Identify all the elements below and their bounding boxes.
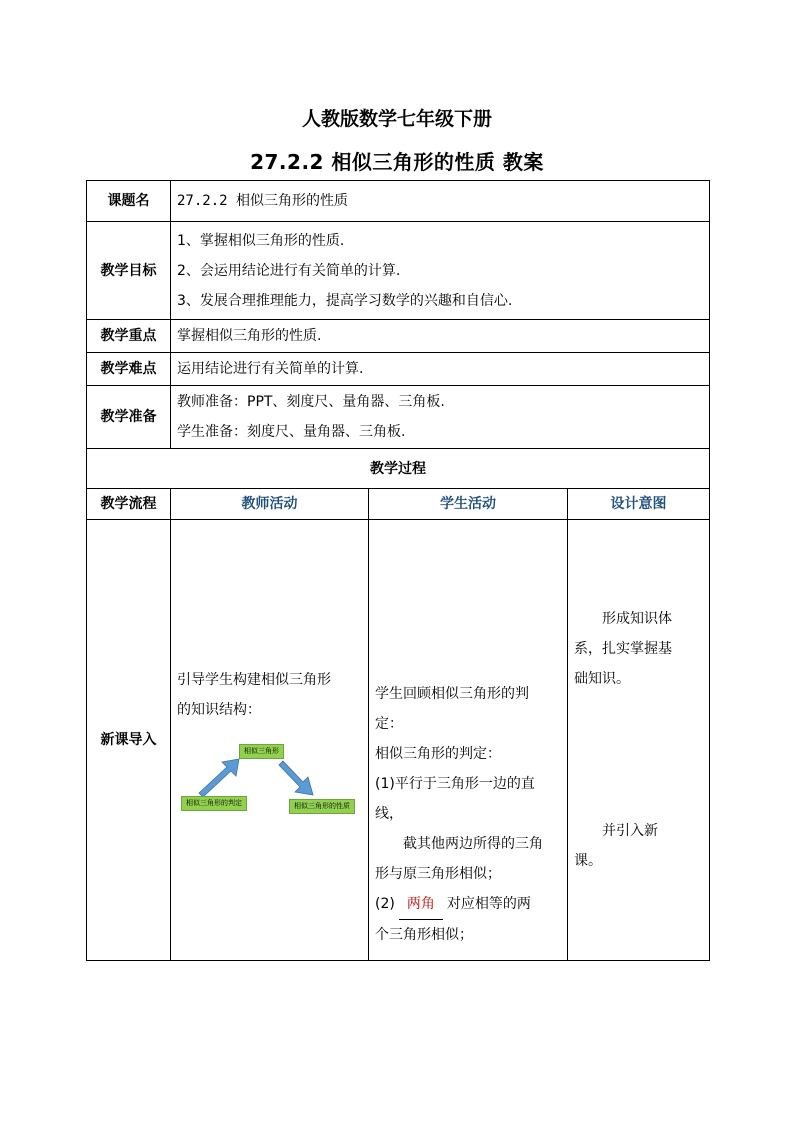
- student-text-line: 学生回顾相似三角形的判: [375, 685, 529, 702]
- student-text-line: 相似三角形的判定：: [375, 745, 501, 762]
- node-similarity-properties: 相似三角形的性质: [289, 799, 355, 814]
- column-header-teacher: 教师活动: [171, 489, 369, 520]
- intent-text: 并引入新: [602, 823, 658, 839]
- goal-item: 2、会运用结论进行有关简单的计算.: [177, 262, 401, 279]
- label-key-point: 教学重点: [87, 320, 171, 353]
- teacher-preparation: 教师准备：PPT、刻度尺、量角器、三角板.: [177, 394, 445, 410]
- student-text-line: 个三角形相似；: [375, 926, 473, 943]
- criterion-text: 对应相等的两: [446, 895, 531, 912]
- value-difficulty: 运用结论进行有关简单的计算.: [171, 353, 710, 386]
- label-difficulty: 教学难点: [87, 353, 171, 386]
- student-text-line: [375, 889, 561, 920]
- student-text-line: (1)平行于三角形一边的直: [375, 775, 535, 792]
- node-similarity-criteria: 相似三角形的判定: [181, 796, 247, 811]
- intent-text-line: [574, 816, 703, 846]
- row-goals: [87, 222, 710, 320]
- student-text-line: 形与原三角形相似；: [375, 865, 501, 882]
- design-intent: [568, 520, 710, 961]
- process-section-title: 教学过程: [87, 449, 710, 489]
- document-subtitle: 27.2.2 相似三角形的性质 教案: [250, 150, 544, 174]
- student-text-line: 定：: [375, 715, 403, 732]
- document-title: 人教版数学七年级下册: [301, 108, 492, 130]
- intent-text: 形成知识体: [602, 611, 672, 627]
- node-similar-triangles: 相似三角形: [239, 744, 284, 759]
- fill-in-blank-answer: 两角: [399, 889, 443, 920]
- value-goals: [171, 222, 710, 320]
- arrow-down-right-icon: [279, 761, 313, 795]
- label-goals: 教学目标: [87, 222, 171, 320]
- knowledge-structure-diagram: [177, 735, 367, 815]
- intent-text-line: 础知识。: [574, 671, 630, 687]
- intent-text-line: 系，扎实掌握基: [574, 641, 672, 657]
- student-text-line: [375, 829, 561, 859]
- teacher-text-line: 的知识结构：: [177, 702, 261, 718]
- criterion-number: (2): [375, 895, 395, 912]
- intent-text-line: [574, 604, 703, 634]
- row-key-point: [87, 320, 710, 353]
- row-topic: [87, 181, 710, 222]
- column-header-flow: 教学流程: [87, 489, 171, 520]
- label-topic: 课题名: [87, 181, 171, 222]
- label-preparation: 教学准备: [87, 386, 171, 449]
- student-text-indented: 截其他两边所得的三角: [403, 835, 543, 852]
- intent-text-line: 课。: [574, 853, 602, 869]
- stage-label: 新课导入: [87, 520, 171, 961]
- goal-item: 1、掌握相似三角形的性质.: [177, 232, 345, 249]
- arrow-up-right-icon: [199, 759, 239, 797]
- column-header-intent: 设计意图: [568, 489, 710, 520]
- student-preparation: 学生准备：刻度尺、量角器、三角板.: [177, 424, 406, 440]
- teacher-text-line: 引导学生构建相似三角形: [177, 672, 331, 688]
- student-activity: [369, 520, 568, 961]
- row-process-title: [87, 449, 710, 489]
- topic-text: 27.2.2 相似三角形的性质: [177, 193, 349, 209]
- column-header-student: 学生活动: [369, 489, 568, 520]
- value-key-point: 掌握相似三角形的性质.: [171, 320, 710, 353]
- row-difficulty: [87, 353, 710, 386]
- student-text-line: 线，: [375, 805, 403, 822]
- goal-item: 3、发展合理推理能力，提高学习数学的兴趣和自信心.: [177, 292, 513, 309]
- row-new-lesson: [87, 520, 710, 961]
- teacher-activity: [171, 520, 369, 961]
- value-preparation: [171, 386, 710, 449]
- value-topic: [171, 181, 710, 222]
- row-column-headers: [87, 489, 710, 520]
- lesson-plan-table: [86, 180, 710, 961]
- row-preparation: [87, 386, 710, 449]
